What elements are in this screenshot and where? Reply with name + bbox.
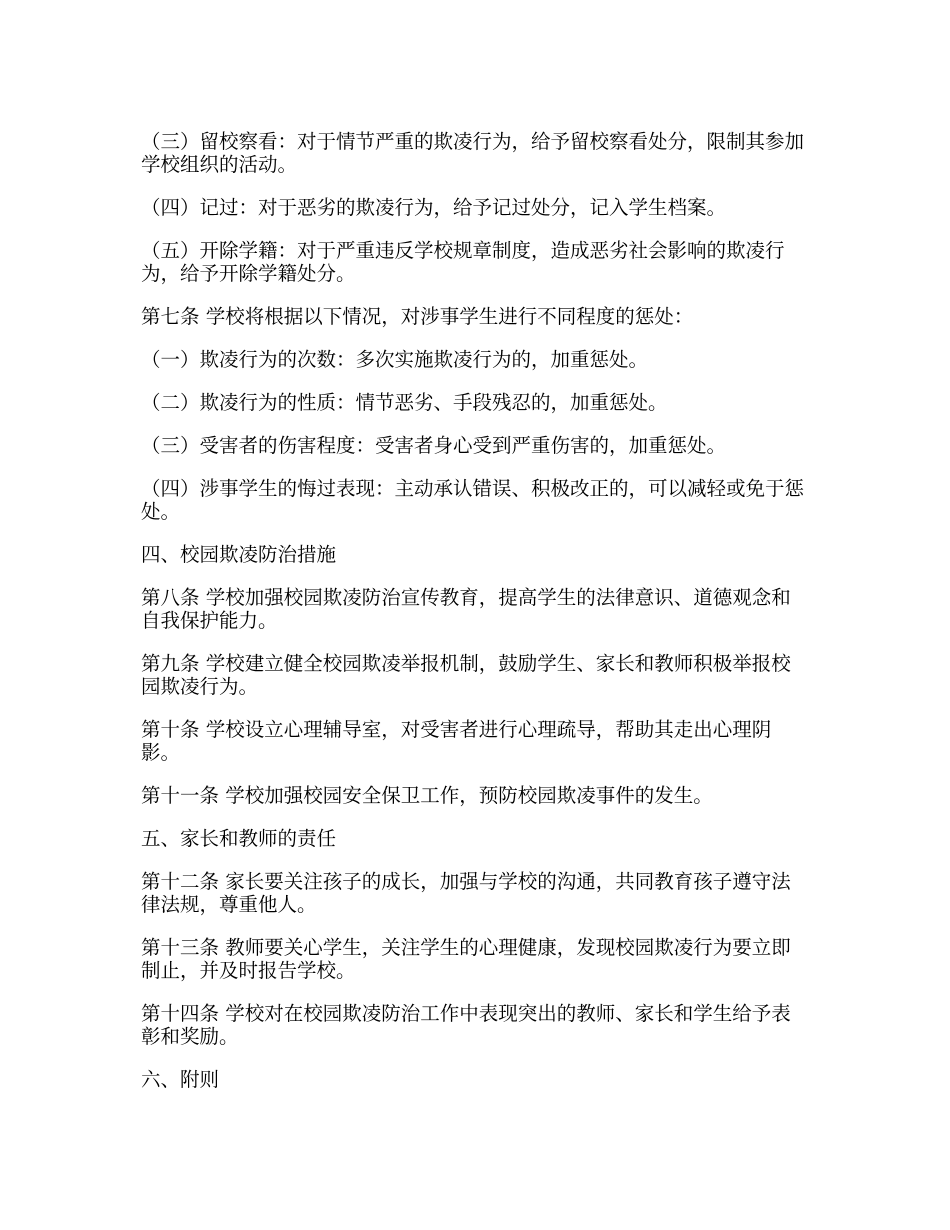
article-11: 第十一条 学校加强校园安全保卫工作，预防校园欺凌事件的发生。 — [141, 784, 713, 807]
paragraph-demerit: （四）记过：对于恶劣的欺凌行为，给予记过处分，记入学生档案。 — [141, 196, 727, 219]
document-body — [141, 130, 809, 1111]
article-9: 第九条 学校建立健全校园欺凌举报机制，鼓励学生、家长和教师积极举报校园欺凌行为。 — [141, 652, 791, 698]
article-8: 第八条 学校加强校园欺凌防治宣传教育，提高学生的法律意识、道德观念和自我保护能力。 — [141, 586, 791, 632]
paragraph-repentance: （四）涉事学生的悔过表现：主动承认错误、积极改正的，可以减轻或免于惩处。 — [141, 477, 805, 523]
section-heading-responsibilities: 五、家长和教师的责任 — [141, 827, 337, 850]
paragraph-frequency: （一）欺凌行为的次数：多次实施欺凌行为的，加重惩处。 — [141, 348, 649, 371]
paragraph-expulsion: （五）开除学籍：对于严重违反学校规章制度，造成恶劣社会影响的欺凌行为，给予开除学籍处分。 — [141, 239, 785, 285]
paragraph-suspension-probation: （三）留校察看：对于情节严重的欺凌行为，给予留校察看处分，限制其参加学校组织的活动。 — [141, 130, 805, 176]
article-7: 第七条 学校将根据以下情况，对涉事学生进行不同程度的惩处： — [141, 305, 694, 328]
article-13: 第十三条 教师要关心学生，关注学生的心理健康，发现校园欺凌行为要立即制止，并及时报告学校。 — [141, 936, 791, 982]
article-10: 第十条 学校设立心理辅导室，对受害者进行心理疏导，帮助其走出心理阴影。 — [141, 718, 772, 764]
section-heading-prevention: 四、校园欺凌防治措施 — [141, 543, 337, 566]
paragraph-harm-degree: （三）受害者的伤害程度：受害者身心受到严重伤害的，加重惩处。 — [141, 434, 727, 457]
section-heading-supplementary: 六、附则 — [141, 1068, 220, 1091]
article-14: 第十四条 学校对在校园欺凌防治工作中表现突出的教师、家长和学生给予表彰和奖励。 — [141, 1002, 791, 1048]
article-12: 第十二条 家长要关注孩子的成长，加强与学校的沟通，共同教育孩子遵守法律法规，尊重他人。 — [141, 870, 791, 916]
paragraph-nature: （二）欺凌行为的性质：情节恶劣、手段残忍的，加重惩处。 — [141, 391, 668, 414]
